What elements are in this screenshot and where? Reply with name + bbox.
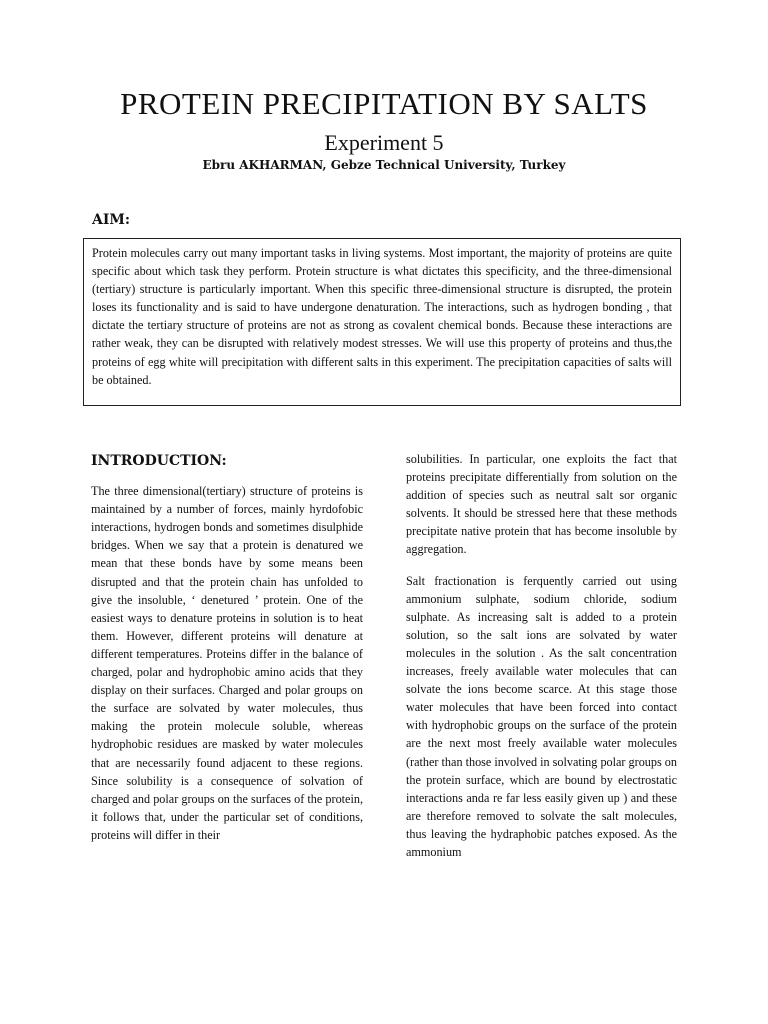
left-column xyxy=(91,452,363,857)
aim-paragraph: Protein molecules carry out many important tasks in living systems. Most important, the majority of proteins are quite specific about which task they perform. Protein structure is what dictates this specificity, and the three-dimensional (tertiary) structure is particularly important. When this specific three-dimensional structure is disrupted, the protein loses its functionality and is said to have undergone denaturation. The interactions, such as hydrogen bonding , that dictate the tertiary structure of proteins are not as strong as covalent chemical bonds. Because these interactions are rather weak, they can be disrupted with relatively modest stresses. We will use this property of proteins and thus,the proteins of egg white will precipitation with different salts in this experiment. The precipitation capacities of salts will be obtained. xyxy=(92,246,672,387)
author-affiliation: Ebru AKHARMAN, Gebze Technical University, Turkey xyxy=(202,158,566,172)
right-column xyxy=(406,450,677,874)
introduction-paragraph-3: Salt fractionation is ferquently carried out using ammonium sulphate, sodium chloride, sodium sulphate. As increasing salt is added to a protein solution, so the salt ions are solvated by water molecules in the solution . As the salt concentration increases, freely available water molecules that can solvate the ions become scarce. At this stage those water molecules that have been forced into contact with hydrophobic groups on the surface of the protein are the next most freely available water molecules (rather than those involved in solvating polar groups on the protein surface, which are bound by electrostatic interactions anda re far less easily given up ) and these are therefore removed to solvate the salt molecules, thus leaving the hydraphobic patches exposed. As the ammonium xyxy=(406,573,677,859)
introduction-heading: INTRODUCTION: xyxy=(91,453,227,469)
experiment-subtitle: Experiment 5 xyxy=(324,130,444,155)
page-title: PROTEIN PRECIPITATION BY SALTS xyxy=(120,86,648,121)
aim-box xyxy=(83,238,681,406)
introduction-paragraph-1: The three dimensional(tertiary) structure of proteins is maintained by a number of forces, mainly hyrdofobic interactions, hydrogen bonds and sometimes disulphide bridges. When we say that a protein is denatured we mean that these bonds have by some means been disrupted and that the protein chain has unfolded to give the insoluble, ‘ denetured ’ protein. One of the easiest ways to denature proteins in solution is to heat them. However, different proteins will denature at different temperatures. Proteins differ in the balance of charged, polar and hydrophobic amino acids that they display on their surfaces. Charged and polar groups on the surface are solvated by water molecules, thus making the protein molecule soluble, whereas hydrophobic residues are masked by water molecules that are necessarily found adjacent to these regions. Since solubility is a consequence of solvation of charged and polar groups on the surfaces of the protein, it follows that, under the particular set of conditions, proteins will differ in their xyxy=(91,484,363,842)
aim-heading: AIM: xyxy=(92,212,131,228)
introduction-paragraph-2: solubilities. In particular, one exploits the fact that proteins precipitate differentially from solution on the addition of species such as neutral salt sor organic solvents. It should be stressed here that these methods precipitate native protein that has become insoluble by aggregation. xyxy=(406,452,677,557)
